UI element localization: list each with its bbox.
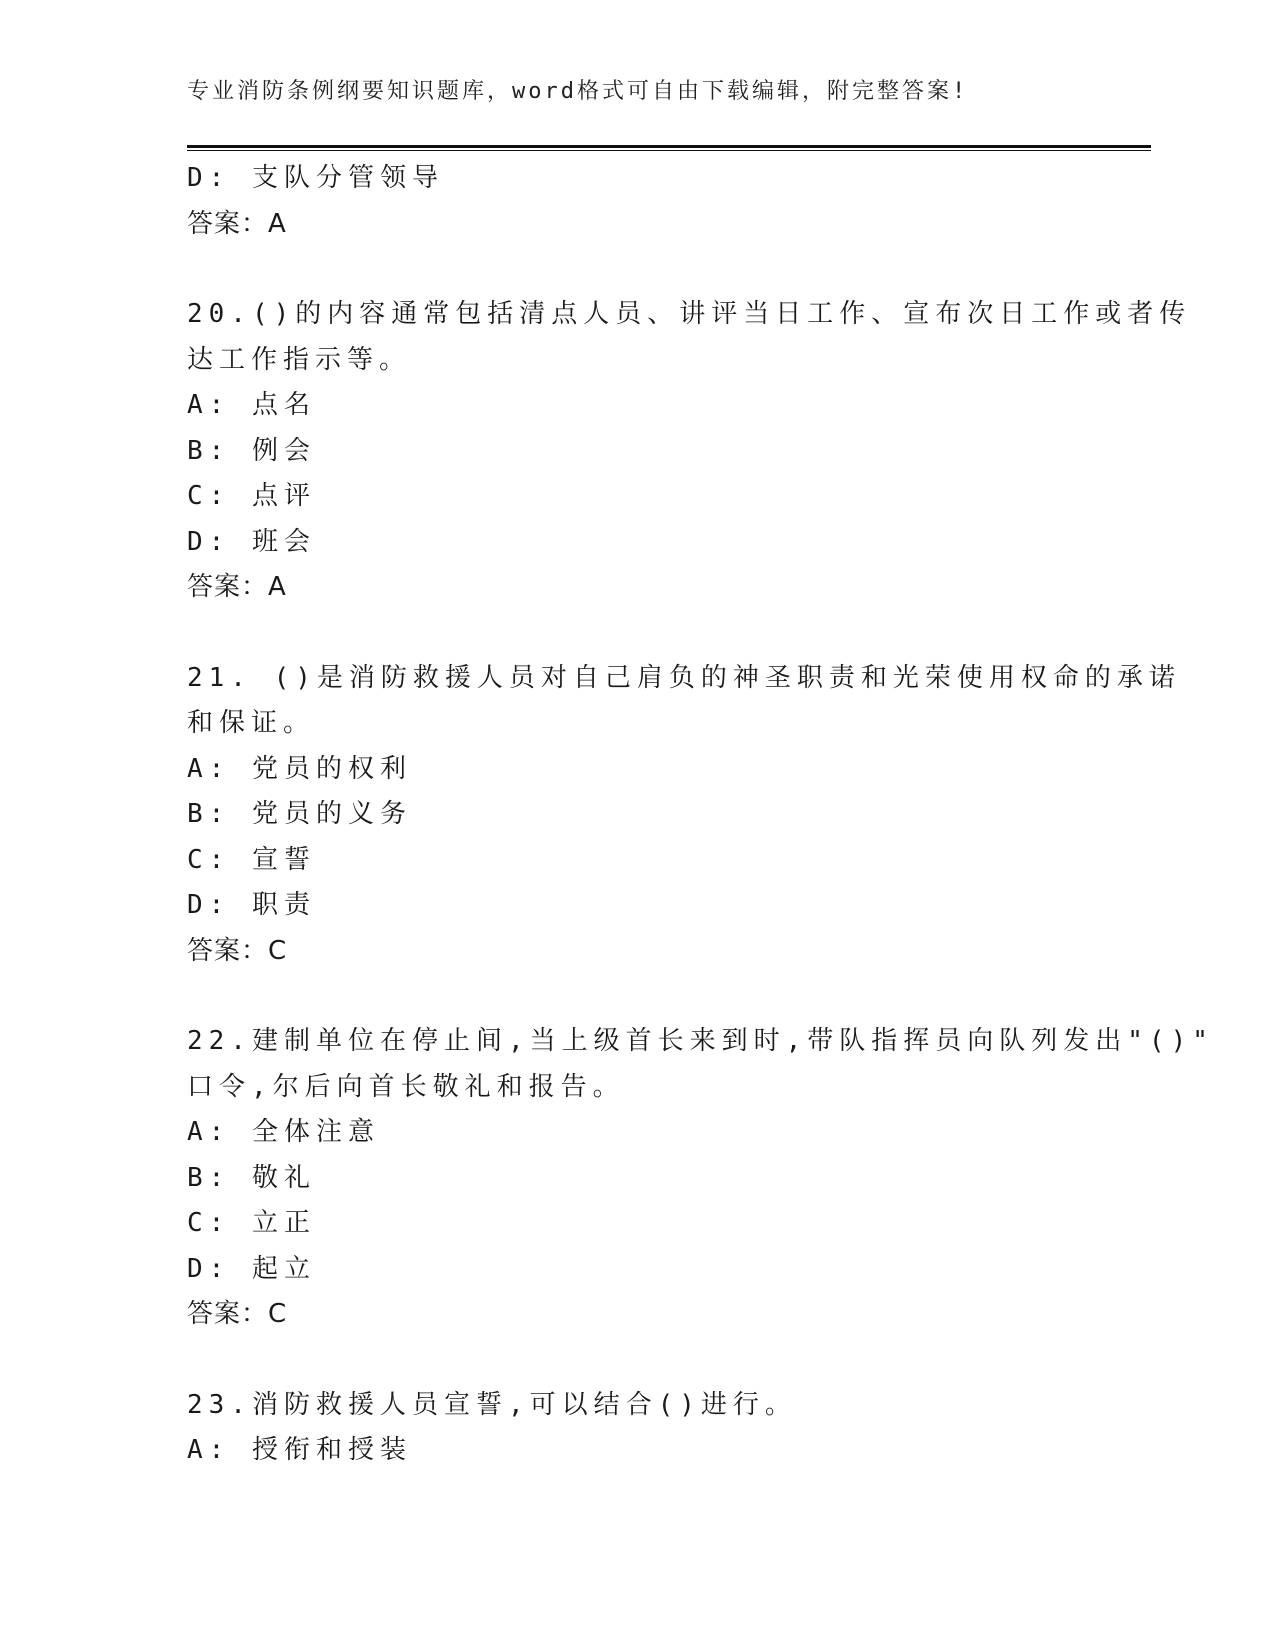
option-line: A: 党员的权利 (187, 753, 412, 784)
question-text: 20.()的内容通常包括清点人员、讲评当日工作、宣布次日工作或者传 (187, 299, 1192, 329)
option-line: D: 班会 (187, 526, 316, 557)
option-line: D: 起立 (187, 1253, 316, 1284)
question-text: 21. ()是消防救援人员对自己肩负的神圣职责和光荣使用权命的承诺 (187, 662, 1181, 693)
option-line: B: 敬礼 (187, 1162, 316, 1193)
question-text: 达工作指示等。 (187, 344, 412, 375)
question-spacer (187, 974, 1087, 1019)
option-line: C: 立正 (187, 1208, 316, 1238)
option-line: D: 职责 (187, 890, 316, 920)
header-divider-thick (187, 145, 1151, 148)
answer-line: 答案：C (187, 935, 288, 966)
question-text: 和保证。 (187, 708, 316, 738)
option-line: C: 点评 (187, 481, 316, 511)
answer-line: 答案：A (187, 208, 287, 239)
question-spacer (187, 611, 1087, 656)
option-line: B: 例会 (187, 435, 316, 466)
header-divider-thin (187, 150, 1151, 151)
question-text: 22.建制单位在停止间,当上级首长来到时,带队指挥员向队列发出"()" (187, 1026, 1214, 1056)
answer-line: 答案：A (187, 572, 287, 602)
question-spacer (187, 247, 1087, 292)
option-line: A: 授衔和授装 (187, 1435, 412, 1465)
question-spacer (187, 1338, 1087, 1383)
answer-line: 答案：C (187, 1299, 288, 1329)
question-text: 口令,尔后向首长敬礼和报告。 (187, 1071, 625, 1102)
option-line: B: 党员的义务 (187, 799, 412, 829)
question-list (187, 156, 1214, 1474)
option-line: C: 宣誓 (187, 844, 316, 875)
option-line: A: 点名 (187, 390, 316, 420)
option-line: A: 全体注意 (187, 1117, 380, 1147)
question-text: 23.消防救援人员宣誓,可以结合()进行。 (187, 1389, 797, 1420)
option-line: D: 支队分管领导 (187, 163, 444, 193)
page-header: 专业消防条例纲要知识题库，word格式可自由下载编辑，附完整答案! (187, 79, 969, 104)
